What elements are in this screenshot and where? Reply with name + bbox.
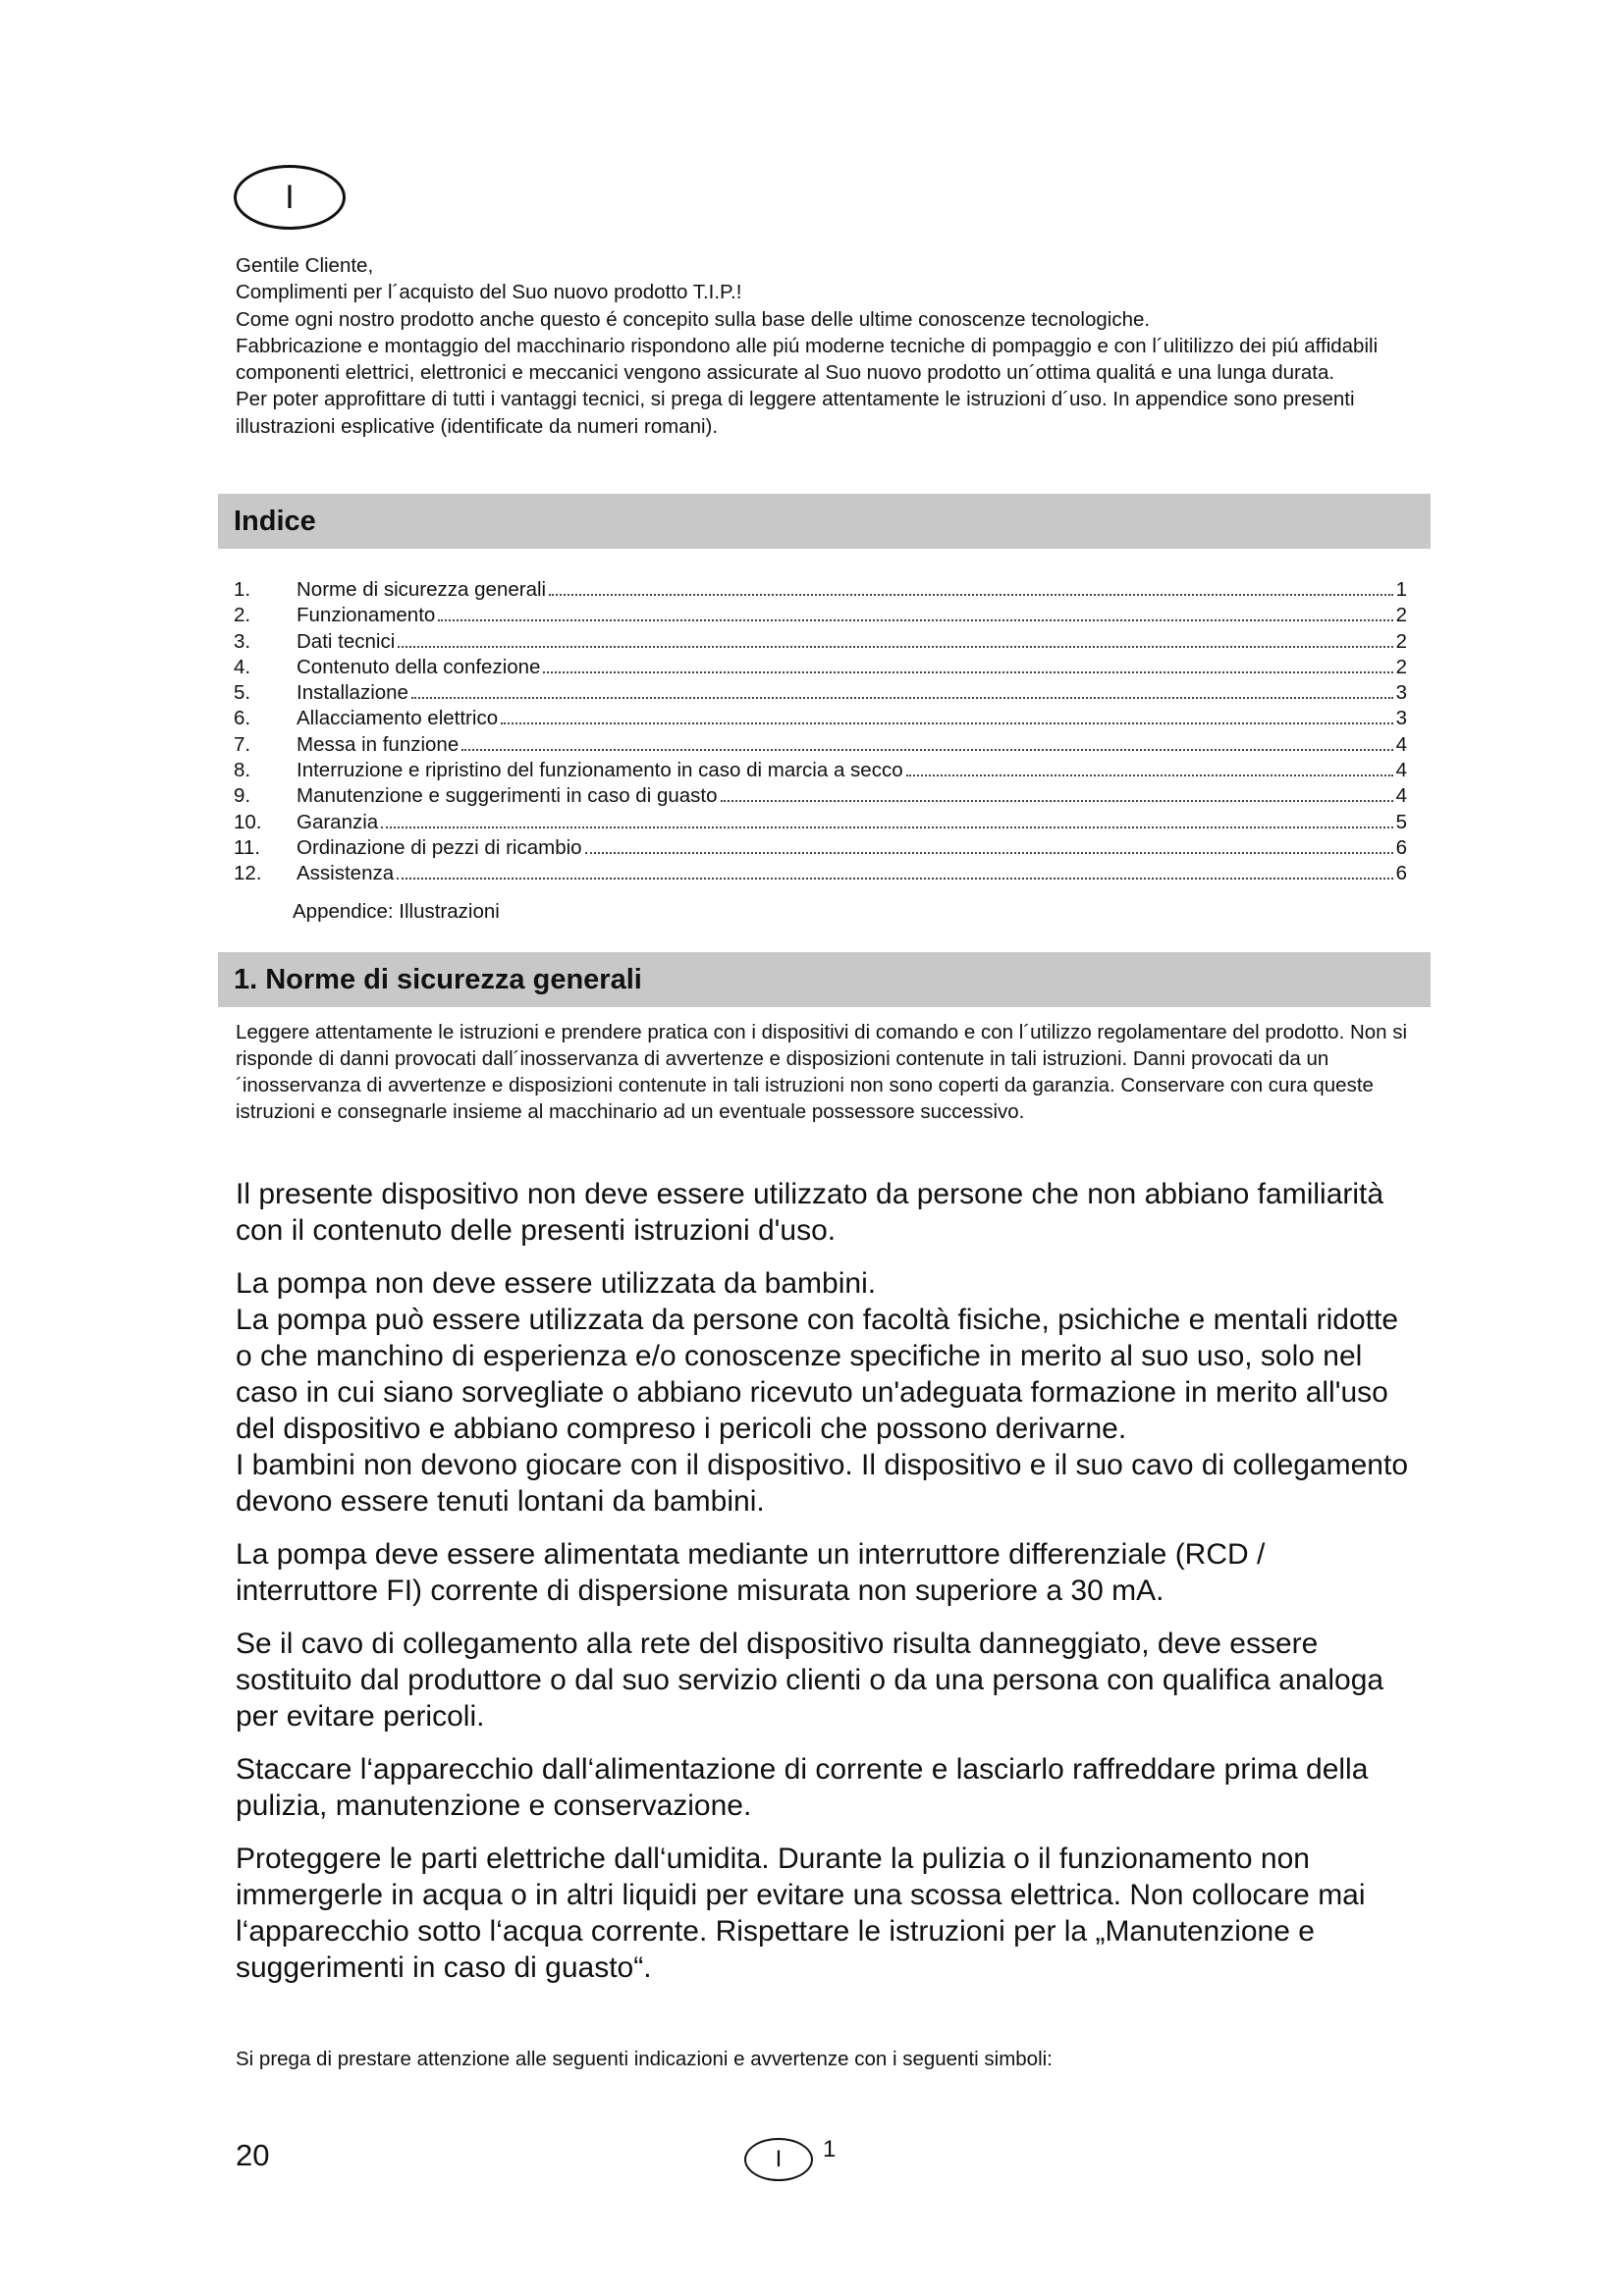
toc-item[interactable]: [234, 861, 1407, 886]
intro-line: Complimenti per l´acquisto del Suo nuovo prodotto T.I.P.!: [236, 281, 742, 304]
toc-number: 11.: [234, 835, 260, 859]
toc-label: Messa in funzione: [297, 732, 460, 756]
index-heading: Indice: [218, 494, 1431, 549]
toc-leader: [381, 812, 1392, 828]
intro-line: Fabbricazione e montaggio del macchinario rispondono alle piú moderne tecniche di pompaggio e con l´ulitilizzo dei piú affidabili componenti elettrici, elettronici e meccanici vengono assicurate al Suo nuovo prodotto un´ottima qualitá e una lunga durata.: [236, 334, 1379, 385]
toc-number: 7.: [234, 732, 251, 756]
toc-page: 1: [1395, 578, 1407, 601]
warning-paragraph: La pompa non deve essere utilizzata da bambini. La pompa può essere utilizzata da persone con facoltà fisiche, psichiche e mentali ridotte o che manchino di esperienza e/o conoscenze specifiche in merito al suo uso, solo nel caso in cui siano sorvegliate o abbiano ricevuto un'adeguata formazione in merito all'uso del dispositivo e abbiano compreso i pericoli che possono derivarne. I bambini non devono giocare con il dispositivo. Il dispositivo e il suo cavo di collegamento devono essere tenuti lontani da bambini.: [236, 1267, 1409, 1518]
safety-warnings: [236, 1176, 1414, 2002]
toc-number: 3.: [234, 629, 251, 653]
toc-leader: [461, 734, 1392, 751]
intro-text: [236, 252, 1404, 440]
toc-label: Norme di sicurezza generali: [297, 578, 547, 601]
toc-page: 4: [1395, 784, 1407, 808]
toc-leader: [906, 760, 1393, 776]
toc-page: 3: [1395, 681, 1407, 705]
toc-number: 5.: [234, 681, 251, 705]
toc-page: 3: [1395, 707, 1407, 730]
warning-paragraph: Proteggere le parti elettriche dall‘umidita. Durante la pulizia o il funzionamento non immergerle in acqua o in altri liquidi per evitare una scossa elettrica. Non collocare mai l‘apparecchio sotto l‘acqua corrente. Rispettare le istruzioni per la „Manutenzione e suggerimenti in caso di guasto“.: [236, 1842, 1366, 1984]
toc-item[interactable]: [234, 810, 1407, 835]
toc-label: Assistenza: [297, 862, 395, 885]
toc-page: 4: [1395, 732, 1407, 756]
toc-page: 2: [1395, 604, 1407, 627]
toc-number: 6.: [234, 707, 251, 730]
toc-page: 5: [1395, 810, 1407, 833]
toc-page: 6: [1395, 862, 1407, 885]
toc-leader: [549, 579, 1393, 596]
toc-number: 9.: [234, 784, 251, 808]
toc-item[interactable]: [234, 732, 1407, 758]
toc-label: Ordinazione di pezzi di ricambio: [297, 835, 582, 859]
warning-paragraph: Se il cavo di collegamento alla rete del dispositivo risulta danneggiato, deve essere sostituito dal produttore o dal suo servizio clienti o da una persona con qualifica analoga per evitare pericoli.: [236, 1628, 1384, 1733]
warning-paragraph: Il presente dispositivo non deve essere utilizzato da persone che non abbiano familiarità con il contenuto delle presenti istruzioni d'uso.: [236, 1178, 1384, 1247]
toc-item[interactable]: [234, 758, 1407, 783]
toc-page: 4: [1395, 759, 1407, 782]
toc-number: 10.: [234, 810, 262, 833]
intro-line: Gentile Cliente,: [236, 254, 374, 277]
toc-leader: [585, 837, 1393, 854]
toc-number: 1.: [234, 578, 251, 601]
section-1-intro: Leggere attentamente le istruzioni e prendere pratica con i dispositivi di comando e con l´utilizzo regolamentare del prodotto. Non si risponde di danni provocati dall´inosservanza di avvertenze e disposizioni contenute in tali istruzioni. Danni provocati da un´inosservanza di avvertenze e disposizioni contenute in tali istruzioni non sono coperti da garanzia. Conservare con cura queste istruzioni e consegnarle insieme al macchinario ad un eventuale possessore successivo.: [236, 1021, 1408, 1123]
toc-item[interactable]: [234, 706, 1407, 731]
toc-leader: [398, 631, 1392, 648]
footer-sub-page: 1: [823, 2136, 837, 2163]
toc-leader: [721, 785, 1393, 802]
warning-paragraph: Staccare l‘apparecchio dall‘alimentazione di corrente e lasciarlo raffreddare prima della pulizia, manutenzione e conservazione.: [236, 1753, 1369, 1822]
toc-item[interactable]: [234, 783, 1407, 809]
toc-leader: [411, 682, 1393, 699]
toc-item[interactable]: [234, 680, 1407, 706]
toc-item[interactable]: [234, 655, 1407, 680]
intro-line: Per poter approfittare di tutti i vantaggi tecnici, si prega di leggere attentamente le istruzioni d´uso. In appendice sono presenti illustrazioni esplicative (identificate da numeri romani).: [236, 388, 1355, 438]
toc-item[interactable]: [234, 603, 1407, 628]
toc-label: Dati tecnici: [297, 629, 396, 653]
toc-page: 6: [1395, 835, 1407, 859]
toc-label: Installazione: [297, 681, 408, 705]
toc-leader: [397, 863, 1392, 880]
footer-language-badge: I: [744, 2138, 813, 2181]
section-1-heading: 1. Norme di sicurezza generali: [218, 952, 1431, 1007]
toc-item[interactable]: [234, 577, 1407, 603]
language-badge: I: [234, 165, 346, 230]
toc-leader: [438, 605, 1392, 621]
toc-label: Manutenzione e suggerimenti in caso di guasto: [297, 784, 718, 808]
page-number: 20: [236, 2138, 270, 2172]
toc-page: 2: [1395, 629, 1407, 653]
toc-label: Funzionamento: [297, 604, 436, 627]
toc-label: Contenuto della confezione: [297, 655, 541, 678]
toc-page: 2: [1395, 655, 1407, 678]
intro-line: Come ogni nostro prodotto anche questo é concepito sulla base delle ultime conoscenze tecnologiche.: [236, 307, 1151, 331]
toc-label: Allacciamento elettrico: [297, 707, 499, 730]
symbols-note: Si prega di prestare attenzione alle seguenti indicazioni e avvertenze con i seguenti simboli:: [236, 2048, 1053, 2070]
toc-leader: [501, 708, 1393, 724]
table-of-contents: [234, 577, 1407, 887]
toc-item[interactable]: [234, 835, 1407, 861]
toc-number: 8.: [234, 759, 251, 782]
toc-label: Interruzione e ripristino del funzionamento in caso di marcia a secco: [297, 759, 903, 782]
toc-appendix: Appendice: Illustrazioni: [293, 900, 500, 923]
warning-paragraph: La pompa deve essere alimentata mediante un interruttore differenziale (RCD / interruttore FI) corrente di dispersione misurata non superiore a 30 mA.: [236, 1538, 1266, 1607]
toc-leader: [543, 657, 1392, 673]
toc-label: Garanzia: [297, 810, 379, 833]
toc-number: 12.: [234, 862, 262, 885]
toc-number: 4.: [234, 655, 251, 678]
toc-item[interactable]: [234, 629, 1407, 655]
toc-number: 2.: [234, 604, 251, 627]
